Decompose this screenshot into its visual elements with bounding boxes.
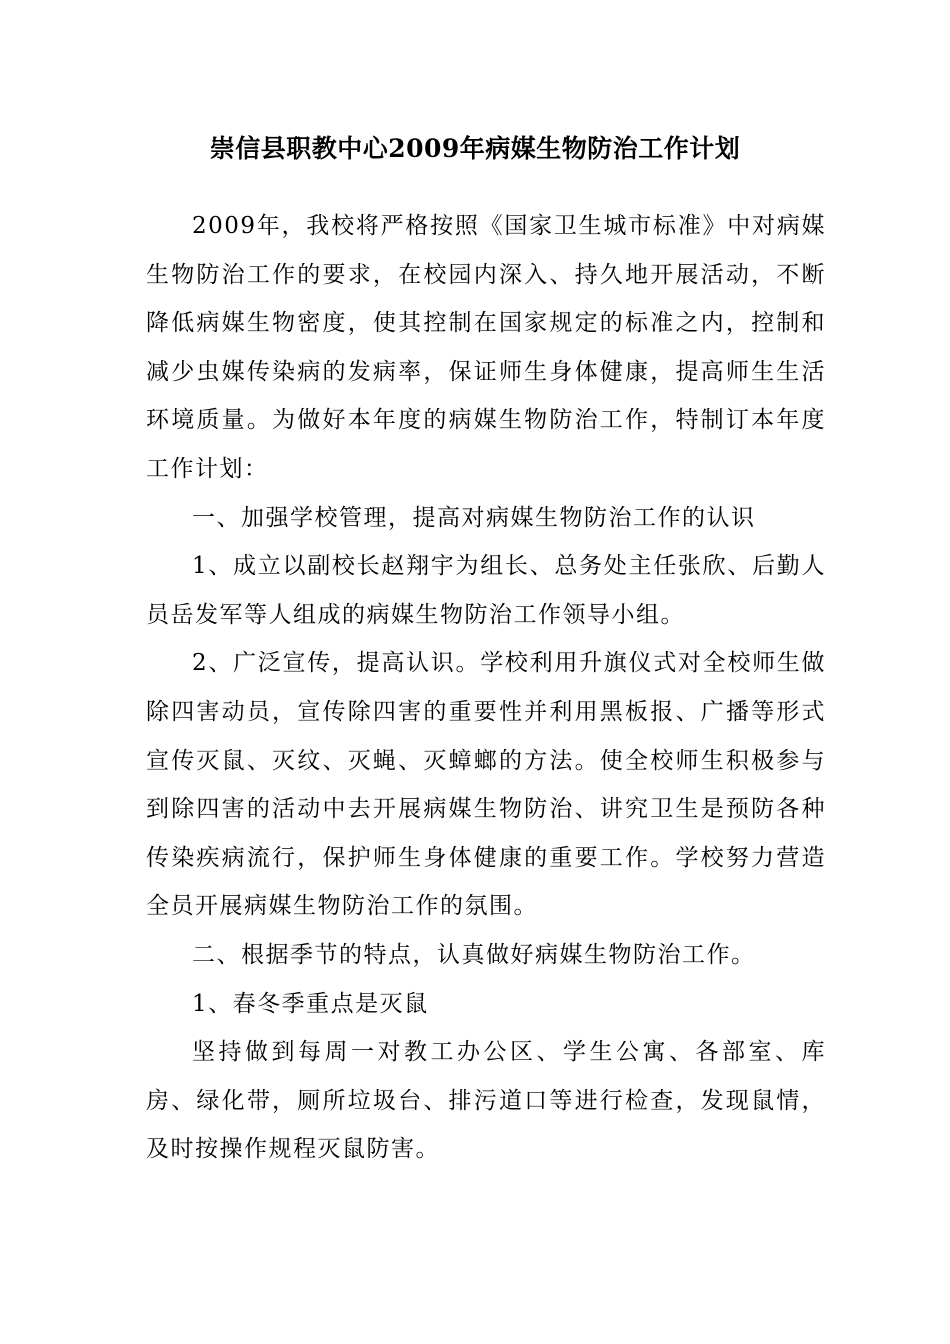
paragraph-intro: 2009年，我校将严格按照《国家卫生城市标准》中对病媒生物防治工作的要求，在校园内深入、持久地开展活动，不断降低病媒生物密度，使其控制在国家规定的标准之内，控制和减少虫媒传染病的发病率，保证师生身体健康，提高师生生活环境质量。为做好本年度的病媒生物防治工作，特制订本年度工作计划： [146, 213, 826, 482]
paragraph-item-2-1: 坚持做到每周一对教工办公区、学生公寓、各部室、库房、绿化带，厕所垃圾台、排污道口等进行检查，发现鼠情，及时按操作规程灭鼠防害。 [146, 1039, 826, 1163]
paragraph-item-1-1: 1、成立以副校长赵翔宇为组长、总务处主任张欣、后勤人员岳发军等人组成的病媒生物防治工作领导小组。 [146, 553, 826, 628]
subheading-2-1: 1、春冬季重点是灭鼠 [192, 990, 429, 1017]
section-heading-1: 一、加强学校管理，提高对病媒生物防治工作的认识 [192, 504, 756, 531]
document-title: 崇信县职教中心2009年病媒生物防治工作计划 [209, 134, 741, 163]
paragraph-item-1-2: 2、广泛宣传，提高认识。学校利用升旗仪式对全校师生做除四害动员，宣传除四害的重要性并利用黑板报、广播等形式宣传灭鼠、灭纹、灭蝇、灭蟑螂的方法。使全校师生积极参与到除四害的活动中去开展病媒生物防治、讲究卫生是预防各种传染疾病流行，保护师生身体健康的重要工作。学校努力营造全员开展病媒生物防治工作的氛围。 [146, 650, 826, 920]
section-heading-2: 二、根据季节的特点，认真做好病媒生物防治工作。 [192, 941, 756, 968]
document-body [146, 202, 826, 1174]
